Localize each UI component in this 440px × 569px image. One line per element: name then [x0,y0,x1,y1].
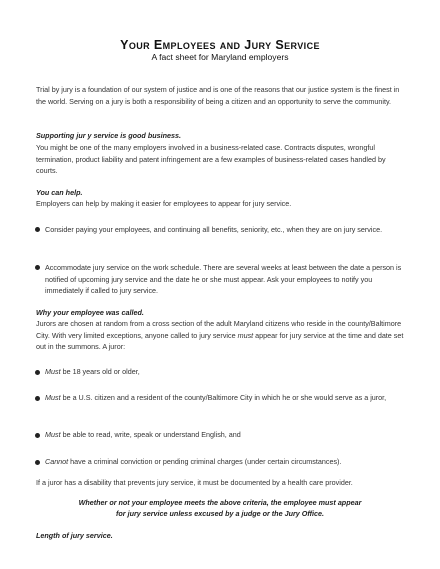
bullet-dot [35,460,40,465]
help-bullet-2: Accommodate jury service on the work schedule. There are several weeks at least between the date a person is notified of upcoming jury service and the date he or she must appear. Ask your employees to notify you immediately if called to jury service. [45,263,402,295]
page-title: Your Employees and Jury Service [120,38,320,52]
why-paragraph: Jurors are chosen at random from a cross section of the adult Maryland citizens who reside in the county/Baltimore City. With very limited exceptions, anyone called to jury service must appear for jury service at the time and date set out in the summons. A juror: [36,319,404,351]
why-heading: Why your employee was called. [36,308,144,317]
help-bullet-1: Consider paying your employees, and continuing all benefits, seniority, etc., when they are on jury service. [45,225,383,234]
bullet-dot [35,227,40,232]
juror-requirement-age: Must be 18 years old or older, [45,367,140,376]
page-subtitle: A fact sheet for Maryland employers [151,52,289,62]
criteria-note-line-2: for jury service unless excused by a judge or the Jury Office. [116,509,324,518]
help-heading: You can help. [36,188,83,197]
bullet-dot [35,370,40,375]
juror-requirement-citizen: Must be a U.S. citizen and a resident of the county/Baltimore City in which he or she would serve as a juror, [45,393,387,402]
juror-requirement-english: Must be able to read, write, speak or understand English, and [45,430,241,439]
bullet-dot [35,265,40,270]
bullet-dot [35,396,40,401]
length-heading: Length of jury service. [36,531,113,540]
disability-note: If a juror has a disability that prevents jury service, it must be documented by a health care provider. [36,478,353,487]
help-paragraph: Employers can help by making it easier for employees to appear for jury service. [36,199,292,208]
juror-requirement-criminal: Cannot have a criminal conviction or pending criminal charges (under certain circumstances). [45,457,342,466]
criteria-note-line-1: Whether or not your employee meets the above criteria, the employee must appear [78,498,362,507]
support-heading: Supporting jur y service is good business. [36,131,181,140]
intro-paragraph: Trial by jury is a foundation of our system of justice and is one of the reasons that our justice system is the finest in the world. Serving on a jury is both a responsibility of being a citizen and an opportunity to serve the community. [36,85,400,106]
support-paragraph: You might be one of the many employers involved in a business-related case. Contracts disputes, wrongful termination, product liability and patent infringement are a few examples of business-related cases handled by courts. [36,143,386,175]
bullet-dot [35,433,40,438]
